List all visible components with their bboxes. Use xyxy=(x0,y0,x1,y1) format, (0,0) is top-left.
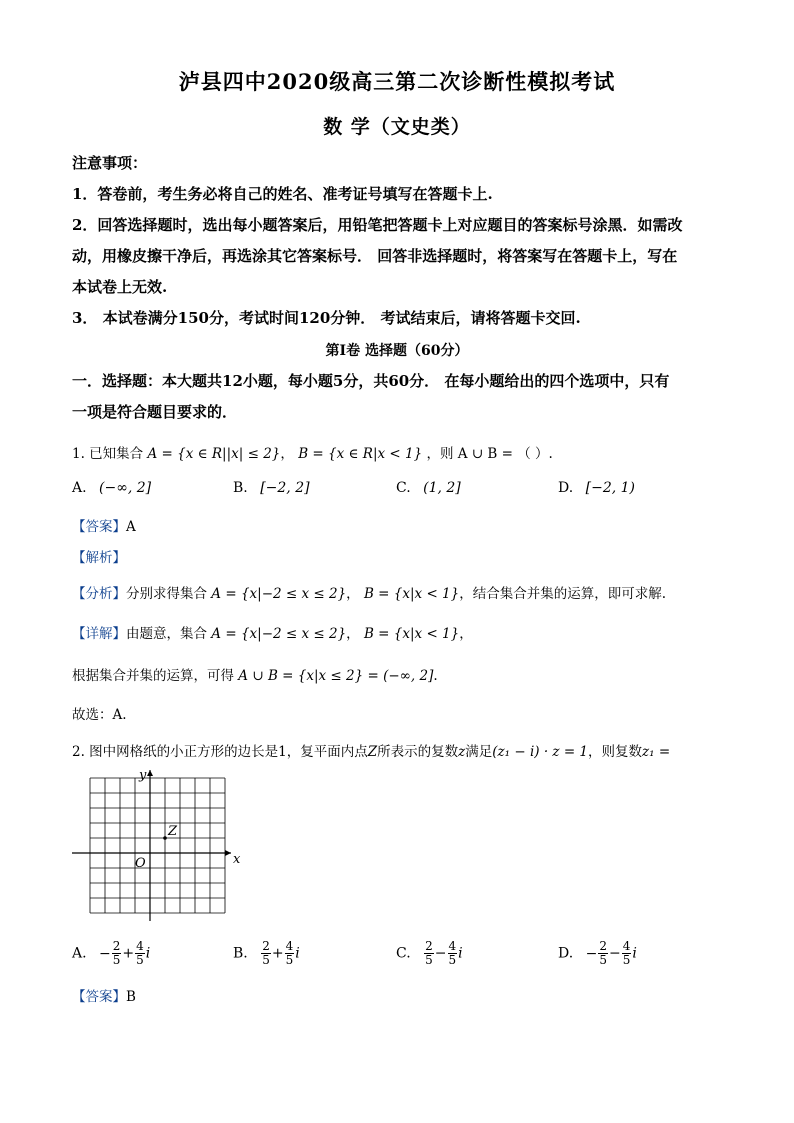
denominator: 5 xyxy=(599,953,608,967)
q2-stem-text: 2. 图中网格纸的小正方形的边长是1，复平面内点 xyxy=(72,744,368,760)
denominator: 5 xyxy=(112,953,121,967)
q2-option-d xyxy=(558,940,637,967)
q2-stem-text: 所表示的复数 xyxy=(377,744,459,760)
q2-point-z: Z xyxy=(367,744,378,760)
option-sign: − xyxy=(585,945,598,962)
q2-stem-text: ，则复数 xyxy=(588,744,643,760)
q1-analysis-tag: 【解析】 xyxy=(72,550,126,566)
numerator: 4 xyxy=(136,939,144,953)
fraction xyxy=(622,940,632,967)
q1-option-d xyxy=(558,480,635,496)
union-math: A ∪ B = {x|x ≤ 2} = (−∞, 2] xyxy=(238,668,434,684)
option-label: B. xyxy=(233,945,248,962)
q1-union: 根据集合并集的运算，可得 A ∪ B = {x|x ≤ 2} = (−∞, 2]. xyxy=(72,668,438,684)
option-sign: + xyxy=(122,945,135,962)
option-value: [−2, 2] xyxy=(260,480,310,496)
option-label: C. xyxy=(396,480,411,496)
fraction xyxy=(112,940,122,967)
denominator: 5 xyxy=(136,953,144,967)
option-label: D. xyxy=(558,945,574,962)
denominator: 5 xyxy=(425,953,433,967)
point-z xyxy=(163,836,167,840)
x-axis-label: x xyxy=(233,852,241,867)
numerator: 2 xyxy=(112,939,121,953)
fenxi-tag: 【分析】 xyxy=(72,586,126,602)
q1-answer xyxy=(72,515,136,535)
note-item: 本试卷上无效. xyxy=(72,278,168,296)
imaginary-unit: i xyxy=(458,945,463,962)
imaginary-unit: i xyxy=(295,945,300,962)
fraction xyxy=(424,940,434,967)
q1-option-c xyxy=(396,480,461,496)
answer-tag: 【答案】 xyxy=(72,519,126,535)
q2-answer xyxy=(72,985,136,1005)
denominator: 5 xyxy=(285,953,294,967)
numerator: 4 xyxy=(622,939,631,953)
answer-value: B xyxy=(126,989,136,1005)
option-sign: + xyxy=(271,945,284,962)
numerator: 4 xyxy=(448,939,457,953)
q2-var-z: z xyxy=(458,744,466,760)
imaginary-unit: i xyxy=(632,945,637,962)
fenxi-text-end: ，结合集合并集的运算，即可求解. xyxy=(459,586,667,602)
detail-math-b: B = {x|x < 1} xyxy=(363,626,460,642)
union-text: 根据集合并集的运算，可得 xyxy=(72,668,234,684)
note-item: 1．答卷前，考生务必将自己的姓名、准考证号填写在答题卡上. xyxy=(72,185,493,203)
section-title: 第I卷 选择题（60分） xyxy=(325,343,469,359)
q1-stem-suffix: ，则 A ∪ B = （ ）. xyxy=(426,446,553,462)
option-sign: − xyxy=(99,945,111,962)
q1-detail: 【详解】由题意，集合 A = {x|−2 ≤ x ≤ 2}， B = {x|x < 1}， xyxy=(72,626,473,642)
denominator: 5 xyxy=(622,953,631,967)
section-intro: 一．选择题：本大题共12小题，每小题5分，共60分． 在每小题给出的四个选项中，只有 xyxy=(72,372,670,390)
numerator: 4 xyxy=(285,939,294,953)
detail-tag: 【详解】 xyxy=(72,626,126,642)
q1-option-a xyxy=(72,480,151,496)
fraction xyxy=(135,940,145,967)
y-axis-label: y xyxy=(139,768,147,783)
denominator: 5 xyxy=(262,953,270,967)
fraction xyxy=(598,940,608,967)
answer-value: A xyxy=(126,519,136,535)
x-axis-arrow xyxy=(225,850,231,856)
option-sign: − xyxy=(609,945,621,962)
exam-title: 泸县四中2020级高三第二次诊断性模拟考试 xyxy=(178,69,616,94)
exam-subtitle: 数 学（文史类） xyxy=(323,116,471,138)
q1-fenxi: 【分析】分别求得集合 A = {x|−2 ≤ x ≤ 2}， B = {x|x < 1}，结合集合并集的运算，即可求解. xyxy=(72,586,667,602)
denominator: 5 xyxy=(448,953,457,967)
option-label: A. xyxy=(72,945,87,962)
option-label: D. xyxy=(558,480,574,496)
q1-stem: 1. 已知集合 A = {x ∈ R||x| ≤ 2}， B = {x ∈ R|x < 1} ，则 A ∪ B = （ ）. xyxy=(72,446,553,462)
fenxi-math-b: B = {x|x < 1} xyxy=(363,586,460,602)
q1-stem-prefix: 1. 已知集合 xyxy=(72,446,144,462)
complex-plane-grid xyxy=(72,768,241,935)
q1-choose: 故选：A. xyxy=(72,707,127,723)
option-value: [−2, 1) xyxy=(585,480,636,496)
point-z-label: Z xyxy=(168,824,178,839)
fenxi-text: 分别求得集合 xyxy=(126,586,207,602)
detail-math-a: A = {x|−2 ≤ x ≤ 2} xyxy=(211,626,347,642)
fraction xyxy=(261,940,271,967)
q2-var-z1: z₁ = xyxy=(642,744,671,760)
q2-stem xyxy=(72,740,670,760)
option-label: A. xyxy=(72,480,87,496)
q1-set-a: A = {x ∈ R||x| ≤ 2} xyxy=(147,446,281,462)
numerator: 2 xyxy=(425,939,433,953)
numerator: 2 xyxy=(599,939,608,953)
origin-label: O xyxy=(135,856,146,871)
fraction xyxy=(448,940,458,967)
notes-heading: 注意事项： xyxy=(72,154,148,172)
q1-option-b xyxy=(233,480,310,496)
q2-option-c xyxy=(396,940,463,967)
section-intro: 一项是符合题目要求的． xyxy=(72,403,238,421)
q2-option-a xyxy=(72,940,150,967)
imaginary-unit: i xyxy=(145,945,151,962)
fraction xyxy=(285,940,295,967)
q2-condition: (z₁ − i) · z = 1 xyxy=(492,744,589,760)
option-value: (1, 2] xyxy=(423,480,461,496)
q1-set-b: B = {x ∈ R|x < 1} xyxy=(298,446,423,462)
q2-option-b xyxy=(233,940,300,967)
option-label: B. xyxy=(233,480,248,496)
option-sign: − xyxy=(434,945,447,962)
numerator: 2 xyxy=(262,939,270,953)
option-label: C. xyxy=(396,945,411,962)
note-item: 动，用橡皮擦干净后，再选涂其它答案标号． 回答非选择题时，将答案写在答题卡上，写在 xyxy=(72,247,678,265)
detail-text: 由题意，集合 xyxy=(126,626,207,642)
note-item: 2．回答选择题时，选出每小题答案后，用铅笔把答题卡上对应题目的答案标号涂黑．如需改 xyxy=(72,216,683,234)
y-axis-arrow xyxy=(147,770,153,776)
note-item: 3． 本试卷满分150分，考试时间120分钟． 考试结束后，请将答题卡交回. xyxy=(72,309,581,327)
q2-stem-text: 满足 xyxy=(465,744,493,760)
answer-tag: 【答案】 xyxy=(72,989,126,1005)
option-value: (−∞, 2] xyxy=(99,480,152,496)
fenxi-math-a: A = {x|−2 ≤ x ≤ 2} xyxy=(211,586,347,602)
